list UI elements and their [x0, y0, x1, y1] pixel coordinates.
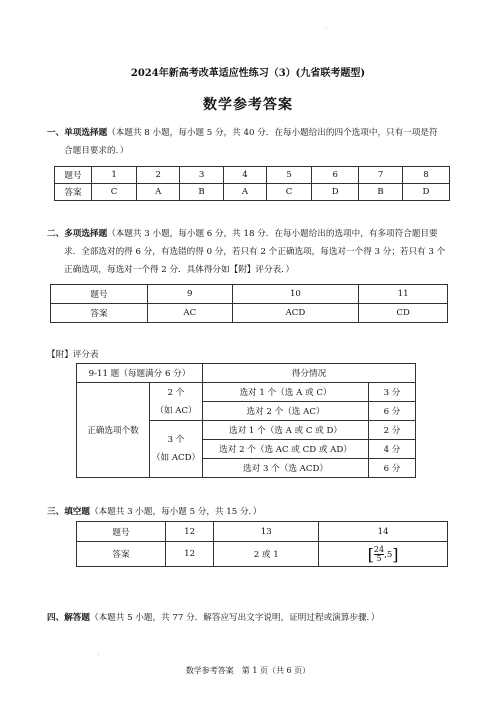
answer-cell: 12 — [166, 542, 214, 567]
row-header-question: 题号 — [51, 285, 148, 304]
rubric-three-example: （如 ACD） — [151, 453, 201, 463]
answer-cell: AC — [148, 304, 233, 323]
section4-heading: 四、解答题 — [47, 613, 90, 623]
section1-desc-line1: （本题共 8 小题，每小题 5 分，共 40 分．在每小题给出的四个选项中，只有一项是符 — [107, 128, 438, 138]
answer-cell: C — [266, 184, 311, 201]
section3-heading: 三、填空题 — [47, 507, 90, 517]
answer-cell: ACD — [232, 304, 359, 323]
rubric-score: 6 分 — [369, 459, 416, 478]
section2-heading: 二、多项选择题 — [47, 229, 108, 239]
section1-answer-table — [54, 166, 450, 201]
row-header-answer: 答案 — [55, 184, 92, 201]
section2-text — [47, 225, 457, 279]
row-header-question: 题号 — [77, 522, 166, 542]
question-number: 6 — [312, 167, 359, 184]
rubric-desc: 选对 1 个（选 A 或 C 或 D） — [203, 421, 369, 440]
section4-desc: （本题共 5 小题，共 77 分．解答应写出文字说明，证明过程或演算步骤．） — [89, 613, 380, 623]
interval-close-bracket: ] — [392, 544, 399, 564]
section1-text — [47, 124, 457, 160]
answer-cell: C — [92, 184, 137, 201]
answer-cell: 2 或 1 — [214, 542, 319, 567]
decorative-dot — [326, 27, 327, 28]
table-row — [77, 522, 448, 542]
section2-desc-line3: 正确选项，每选对一个得 2 分．具体得分如【附】评分表．） — [64, 265, 295, 275]
rubric-table — [76, 363, 416, 478]
section3-desc: （本题共 3 小题，每小题 5 分，共 15 分．） — [89, 507, 262, 517]
question-number: 13 — [214, 522, 319, 542]
question-number: 9 — [148, 285, 233, 304]
answer-cell: B — [359, 184, 403, 201]
fraction — [374, 546, 384, 563]
table-row — [77, 383, 416, 402]
section2-desc-line2: 求．全部选对的得 6 分，有选错的得 0 分，若只有 2 个正确选项，每选对一个得 3 分；若只有 3 个 — [64, 247, 446, 257]
question-number: 8 — [402, 167, 449, 184]
question-number: 3 — [180, 167, 224, 184]
question-number: 14 — [319, 522, 448, 542]
section3-text — [47, 503, 457, 521]
rubric-two-label: 2 个 — [167, 387, 185, 398]
answer-cell: A — [137, 184, 180, 201]
rubric-group-label: 正确选项个数 — [77, 383, 150, 478]
answer-cell: B — [180, 184, 224, 201]
answer-cell: D — [402, 184, 449, 201]
rubric-three-options — [150, 421, 203, 478]
rubric-two-options — [150, 383, 203, 421]
rubric-three-label: 3 个 — [167, 435, 185, 445]
section1-desc-line2: 合题目要求的．） — [64, 146, 129, 156]
answer-cell: A — [223, 184, 266, 201]
question-number: 2 — [137, 167, 180, 184]
question-number: 11 — [359, 285, 448, 304]
question-number: 7 — [359, 167, 403, 184]
rubric-desc: 选对 2 个（选 AC） — [203, 402, 369, 421]
question-number: 10 — [232, 285, 359, 304]
table-row — [55, 167, 450, 184]
row-header-answer: 答案 — [77, 542, 166, 567]
rubric-score: 3 分 — [369, 383, 416, 402]
rubric-two-example: （如 AC） — [155, 405, 197, 416]
question-number: 12 — [166, 522, 214, 542]
rubric-desc: 选对 2 个（选 AC 或 CD 或 AD） — [203, 440, 369, 459]
table-row — [51, 304, 448, 323]
table-row — [77, 542, 448, 567]
rubric-label: 【附】评分表 — [47, 350, 99, 360]
fraction-denominator: 5 — [376, 553, 382, 563]
rubric-header-right: 得分情况 — [203, 364, 416, 383]
rubric-desc: 选对 1 个（选 A 或 C） — [203, 383, 369, 402]
table-row — [55, 184, 450, 201]
rubric-score: 4 分 — [369, 440, 416, 459]
section3-answer-table — [76, 521, 448, 567]
section4-text — [47, 609, 467, 627]
section2-answer-table — [50, 284, 448, 323]
answer-cell: D — [312, 184, 359, 201]
row-header-answer: 答案 — [51, 304, 148, 323]
page-footer: 数学参考答案 第 1 页（共 6 页） — [185, 666, 311, 675]
question-number: 1 — [92, 167, 137, 184]
table-row — [51, 285, 448, 304]
exam-title: 2024年新高考改革适应性练习（3）(九省联考题型) — [130, 68, 366, 79]
decorative-dot — [98, 654, 99, 655]
question-number: 5 — [266, 167, 311, 184]
section1-heading: 一、单项选择题 — [47, 128, 108, 138]
interval-open-bracket: [ — [367, 544, 374, 564]
document-title: 数学参考答案 — [203, 97, 293, 113]
rubric-header-left: 9-11 题（每题满分 6 分） — [77, 364, 203, 383]
interval-rest: ,5 — [384, 549, 393, 560]
table-row — [77, 364, 416, 383]
answer-cell-interval — [319, 542, 448, 567]
question-number: 4 — [223, 167, 266, 184]
fraction-numerator: 24 — [373, 544, 385, 554]
rubric-desc: 选对 3 个（选 ACD） — [203, 459, 369, 478]
rubric-score: 6 分 — [369, 402, 416, 421]
rubric-score: 2 分 — [369, 421, 416, 440]
answer-cell: CD — [359, 304, 448, 323]
section2-desc-line1: （本题共 3 小题，每小题 6 分，共 18 分．在每小题给出的选项中，有多项符合题目要 — [107, 229, 438, 239]
row-header-question: 题号 — [55, 167, 92, 184]
